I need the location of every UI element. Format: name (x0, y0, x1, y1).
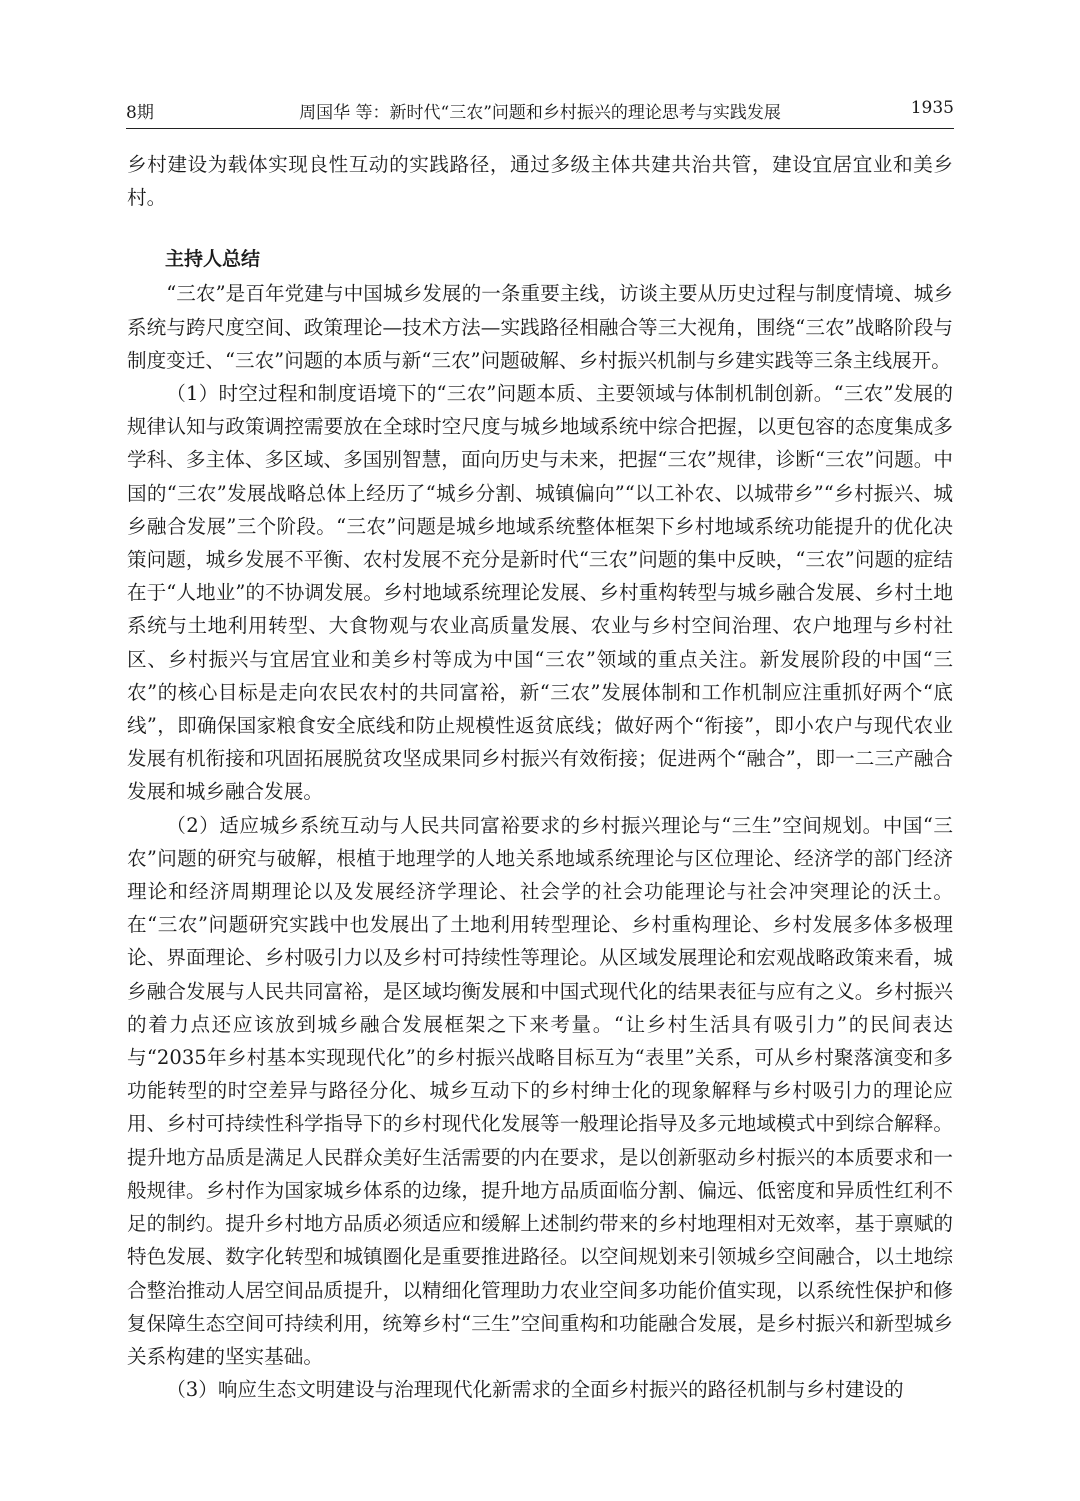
section-heading: 主持人总结 (165, 248, 261, 271)
paragraph-point-2: （2）适应城乡系统互动与人民共同富裕要求的乡村振兴理论与“三生”空间规划。中国“三农”问题的研究与破解，根植于地理学的人地关系地域系统理论与区位理论、经济学的部门经济理论和经济周期理论以及发展经济学理论、社会学的社会功能理论与社会冲突理论的沃土。在“三农”问题研究实践中也发展出了土地利用转型理论、乡村重构理论、乡村发展多体多极理论、界面理论、乡村吸引力以及乡村可持续性等理论。从区域发展理论和宏观战略政策来看，城乡融合发展与人民共同富裕，是区域均衡发展和中国式现代化的结果表征与应有之义。乡村振兴的着力点还应该放到城乡融合发展框架之下来考量。“让乡村生活具有吸引力”的民间表达与“2035年乡村基本实现现代化”的乡村振兴战略目标互为“表里”关系，可从乡村聚落演变和多功能转型的时空差异与路径分化、城乡互动下的乡村绅士化的现象解释与乡村吸引力的理论应用、乡村可持续性科学指导下的乡村现代化发展等一般理论指导及多元地域模式中到综合解释。提升地方品质是满足人民群众美好生活需要的内在要求，是以创新驱动乡村振兴的本质要求和一般规律。乡村作为国家城乡体系的边缘，提升地方品质面临分割、偏远、低密度和异质性红利不足的制约。提升乡村地方品质必须适应和缓解上述制约带来的乡村地理相对无效率，基于禀赋的特色发展、数字化转型和城镇圈化是重要推进路径。以空间规划来引领城乡空间融合，以土地综合整治推动人居空间品质提升，以精细化管理助力农业空间多功能价值实现，以系统性保护和修复保障生态空间可持续利用，统筹乡村“三生”空间重构和功能融合发展，是乡村振兴和新型城乡关系构建的坚实基础。 (127, 813, 953, 1368)
running-header (126, 96, 954, 129)
article-body (127, 148, 953, 1406)
issue-number: 8期 (126, 103, 154, 123)
paragraph-point-3: （3）响应生态文明建设与治理现代化新需求的全面乡村振兴的路径机制与乡村建设的 (166, 1378, 904, 1402)
article-running-title: 周国华 等：新时代“三农”问题和乡村振兴的理论思考与实践发展 (299, 103, 781, 123)
paragraph-point-1: （1）时空过程和制度语境下的“三农”问题本质、主要领域与体制机制创新。“三农”发展的规律认知与政策调控需要放在全球时空尺度与城乡地域系统中综合把握，以更包容的态度集成多学科、多主体、多区域、多国别智慧，面向历史与未来，把握“三农”规律，诊断“三农”问题。中国的“三农”发展战略总体上经历了“城乡分割、城镇偏向”“以工补农、以城带乡”“乡村振兴、城乡融合发展”三个阶段。“三农”问题是城乡地域系统整体框架下乡村地域系统功能提升的优化决策问题，城乡发展不平衡、农村发展不充分是新时代“三农”问题的集中反映，“三农”问题的症结在于“人地业”的不协调发展。乡村地域系统理论发展、乡村重构转型与城乡融合发展、乡村土地系统与土地利用转型、大食物观与农业高质量发展、农业与乡村空间治理、农户地理与乡村社区、乡村振兴与宜居宜业和美乡村等成为中国“三农”领域的重点关注。新发展阶段的中国“三农”的核心目标是走向农民农村的共同富裕，新“三农”发展体制和工作机制应注重抓好两个“底线”，即确保国家粮食安全底线和防止规模性返贫底线；做好两个“衔接”，即小农户与现代农业发展有机衔接和巩固拓展脱贫攻坚成果同乡村振兴有效衔接；促进两个“融合”，即一二三产融合发展和城乡融合发展。 (127, 382, 953, 804)
page-number: 1935 (910, 98, 954, 118)
paragraph-intro: “三农”是百年党建与中国城乡发展的一条重要主线，访谈主要从历史过程与制度情境、城乡系统与跨尺度空间、政策理论—技术方法—实践路径相融合等三大视角，围绕“三农”战略阶段与制度变迁、“三农”问题的本质与新“三农”问题破解、乡村振兴机制与乡建实践等三条主线展开。 (127, 282, 953, 372)
continued-paragraph: 乡村建设为载体实现良性互动的实践路径，通过多级主体共建共治共管，建设宜居宜业和美乡村。 (127, 153, 953, 210)
